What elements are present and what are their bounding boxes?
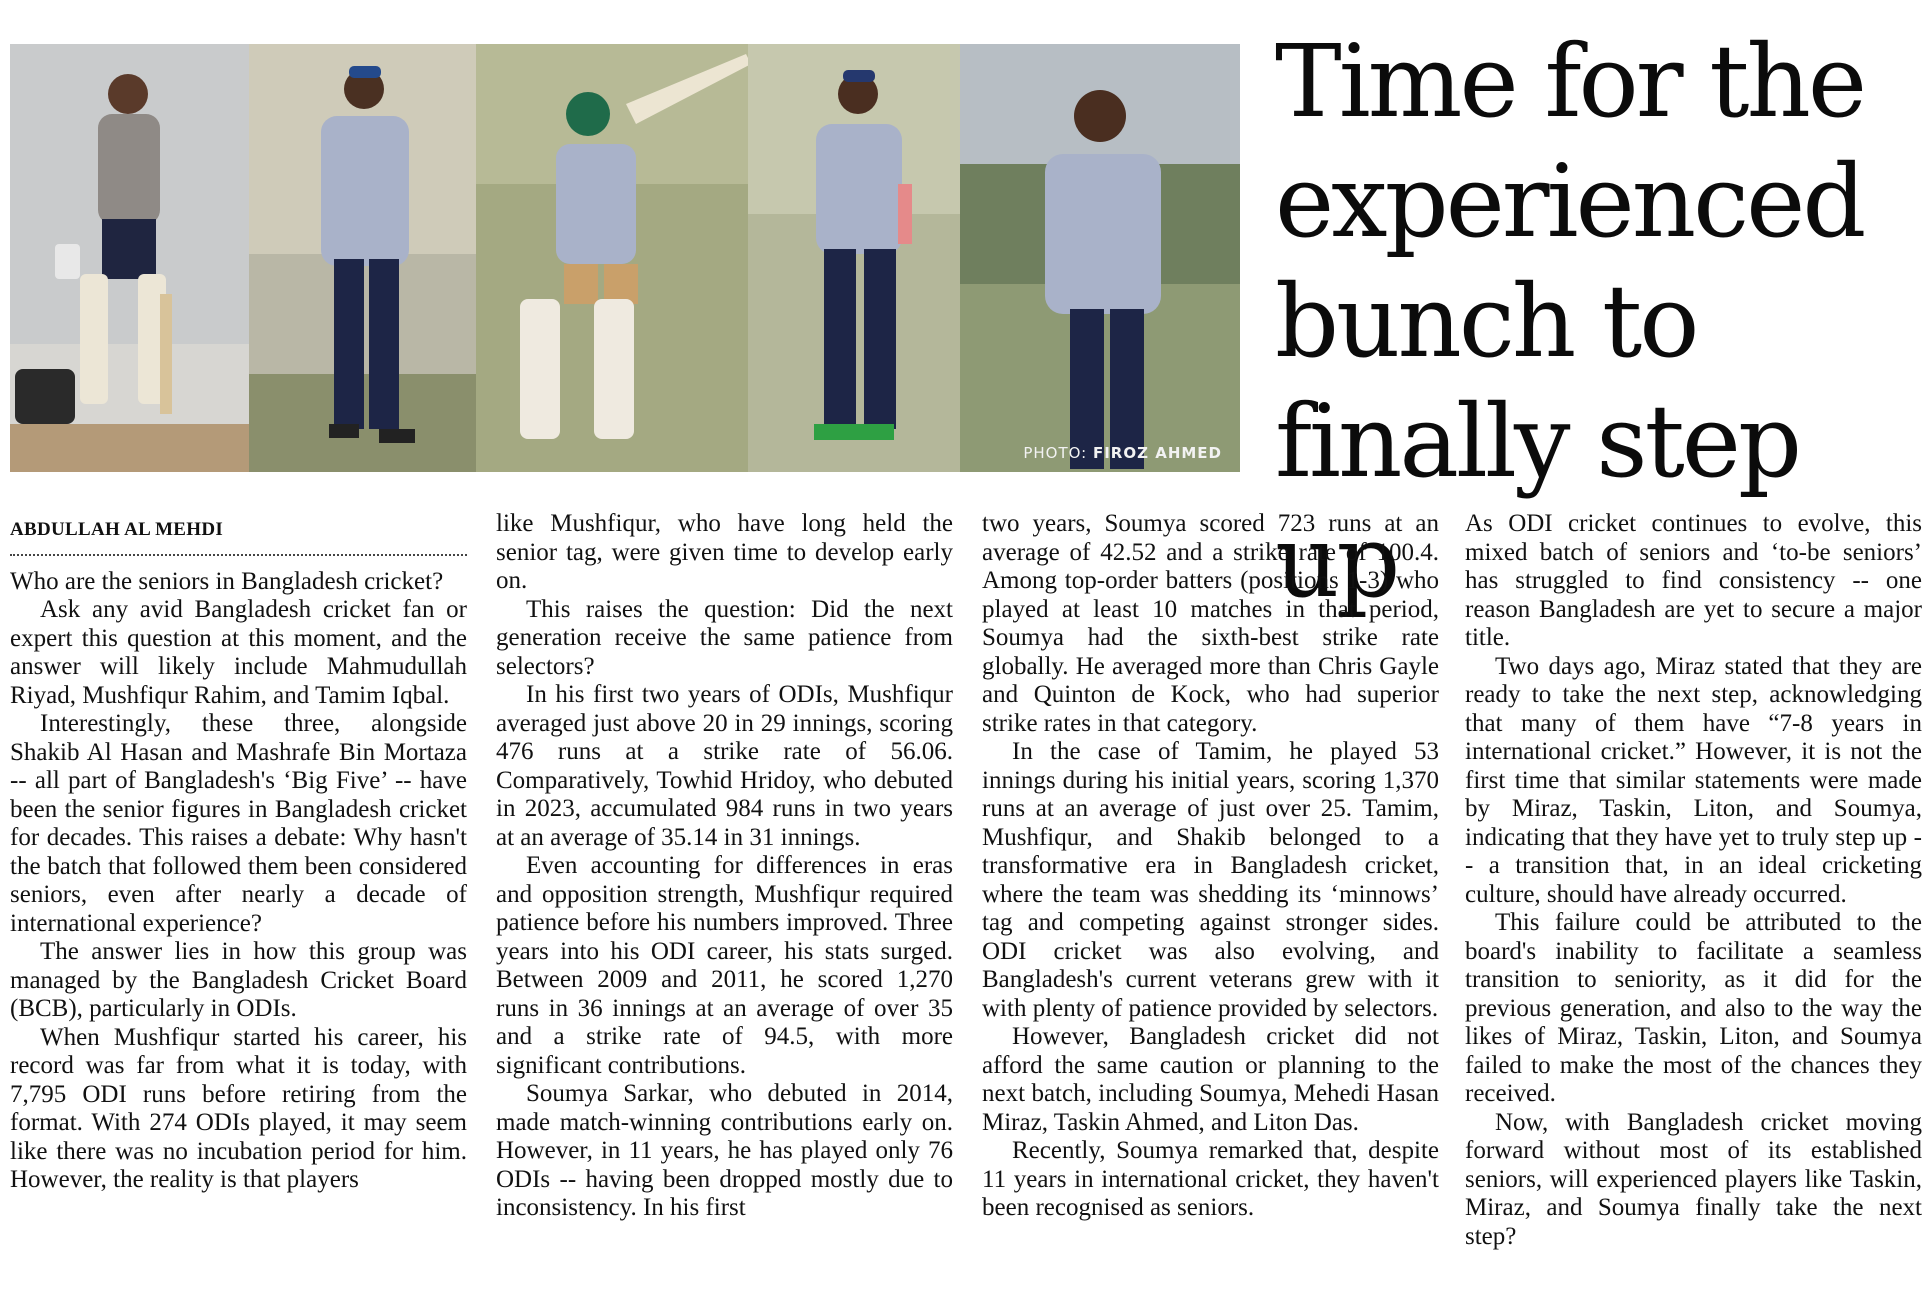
paragraph: Even accounting for differences in eras and opposition strength, Mushfiqur required patience before his numbers improved. Three years into his ODI career, his stats surged. Between 2009 and 2011, he scored 1,270 runs in 36 innings at an average of over 35 and a strike rate of 94.5, with more significant contributions. xyxy=(496,852,953,1079)
player-photo-2 xyxy=(249,44,476,472)
paragraph: Now, with Bangladesh cricket moving forward without most of its established seniors, will experienced players like Taskin, Miraz, and Soumya finally take the next step? xyxy=(1465,1108,1922,1250)
paragraph: Interestingly, these three, alongside Shakib Al Hasan and Mashrafe Bin Mortaza -- all part of Bangladesh's ‘Big Five’ -- have been the senior figures in Bangladesh cricket for decades. This raises a debate: Why hasn't the batch that followed them been considered seniors, even after nearly a decade of international experience? xyxy=(10,710,467,937)
paragraph: The answer lies in how this group was managed by the Bangladesh Cricket Board (BCB), particularly in ODIs. xyxy=(10,938,467,1022)
paragraph: Ask any avid Bangladesh cricket fan or expert this question at this moment, and the answer will likely include Mahmudullah Riyad, Mushfiqur Rahim, and Tamim Iqbal. xyxy=(10,596,467,709)
player-photo-3 xyxy=(476,44,748,472)
article-column-4 xyxy=(1465,510,1922,1251)
paragraph: As ODI cricket continues to evolve, this mixed batch of seniors and ‘to-be seniors’ has struggled to find consistency -- one reason Bangladesh are yet to secure a major title. xyxy=(1465,510,1922,651)
article-column-1 xyxy=(10,510,467,1195)
paragraph: In his first two years of ODIs, Mushfiqur averaged just above 20 in 29 innings, scoring 476 runs at a strike rate of 56.06. Comparatively, Towhid Hridoy, who debuted in 2023, accumulated 984 runs in two years at an average of 35.14 in 31 innings. xyxy=(496,681,953,851)
paragraph: Two days ago, Miraz stated that they are ready to take the next step, acknowledging that many of them have “7-8 years in international cricket.” However, it is not the first time that similar statements were made by Miraz, Taskin, Liton, and Soumya, indicating that they have yet to truly step up -- a transition that, in an ideal cricketing culture, should have already occurred. xyxy=(1465,652,1922,908)
article-column-2 xyxy=(496,510,953,1223)
paragraph: When Mushfiqur started his career, his record was far from what it is today, with 7,795 ODI runs before retiring from the format. With 274 ODIs played, it may seem like there was no incubation period for him. However, the reality is that players xyxy=(10,1023,467,1193)
article-column-3 xyxy=(982,510,1439,1223)
paragraph: This failure could be attributed to the board's inability to facilitate a seamless transition to seniority, as it did for the previous generation, and also to the way the likes of Miraz, Taskin, Liton, and Soumya failed to make the most of the chances they received. xyxy=(1465,909,1922,1107)
player-photo-1 xyxy=(10,44,249,472)
headline: Time for the experienced bunch to finally step up xyxy=(1275,23,1865,620)
paragraph: This raises the question: Did the next generation receive the same patience from selectors? xyxy=(496,595,953,680)
photo-strip xyxy=(10,44,1240,472)
paragraph: Soumya Sarkar, who debuted in 2014, made match-winning contributions early on. However, in 11 years, he has played only 76 ODIs -- having been dropped mostly due to inconsistency. In his first xyxy=(496,1080,953,1221)
photo-credit: PHOTO: FIROZ AHMED xyxy=(1023,444,1222,462)
player-photo-4 xyxy=(748,44,960,472)
paragraph: like Mushfiqur, who have long held the senior tag, were given time to develop early on. xyxy=(496,510,953,594)
byline: ABDULLAH AL MEHDI xyxy=(10,516,467,556)
paragraph: Who are the seniors in Bangladesh cricket? xyxy=(10,567,444,595)
paragraph: However, Bangladesh cricket did not afford the same caution or planning to the next batch, including Soumya, Mehedi Hasan Miraz, Taskin Ahmed, and Liton Das. xyxy=(982,1023,1439,1136)
player-photo-5 xyxy=(960,44,1240,472)
paragraph: Recently, Soumya remarked that, despite 11 years in international cricket, they haven't been recognised as seniors. xyxy=(982,1137,1439,1221)
article-body xyxy=(10,510,1922,1290)
paragraph: two years, Soumya scored 723 runs at an average of 42.52 and a strike rate of 100.4. Among top-order batters (positions 1-3) who played at least 10 matches in that period, Soumya had the sixth-best strike rate globally. He averaged more than Chris Gayle and Quinton de Kock, who had superior strike rates in that category. xyxy=(982,510,1439,737)
paragraph: In the case of Tamim, he played 53 innings during his initial years, scoring 1,370 runs at an average of just over 25. Tamim, Mushfiqur, and Shakib belonged to a transformative era in Bangladesh cricket, where the team was shedding its ‘minnows’ tag and competing against stronger sides. ODI cricket was also evolving, and Bangladesh's current veterans grew with it with plenty of patience provided by selectors. xyxy=(982,738,1439,1022)
